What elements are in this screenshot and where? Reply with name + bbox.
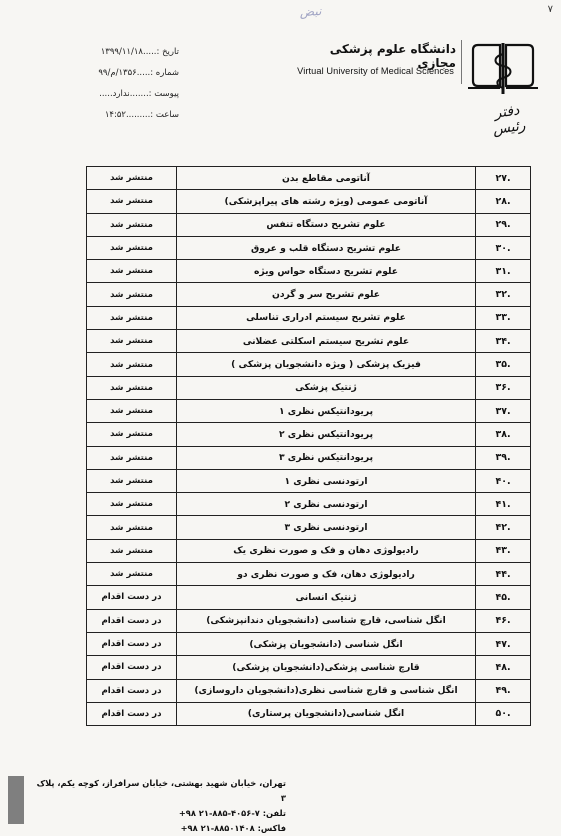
row-num: .۴۵ (476, 586, 531, 609)
row-status: منتشر شد (87, 330, 177, 353)
row-num: .۳۲ (476, 283, 531, 306)
row-status: منتشر شد (87, 446, 177, 469)
row-status: منتشر شد (87, 493, 177, 516)
row-num: .۳۷ (476, 399, 531, 422)
row-num: .۴۴ (476, 563, 531, 586)
row-title: ارتودنسی نظری ۳ (177, 516, 476, 539)
row-title: انگل شناسی(دانشجویان پرستاری) (177, 702, 476, 725)
row-num: .۴۳ (476, 539, 531, 562)
received-stamp: نبض (299, 3, 322, 20)
row-num: .۳۰ (476, 236, 531, 259)
row-title: رادیولوژی دهان، فک و صورت نظری دو (177, 563, 476, 586)
meta-number: شماره :.....۱۳۵۶/م/۹۹ (98, 68, 179, 78)
row-num: .۳۹ (476, 446, 531, 469)
table-row (87, 586, 531, 609)
row-title: علوم تشریح سر و گردن (177, 283, 476, 306)
table-row (87, 213, 531, 236)
table-row (87, 656, 531, 679)
row-title: پریودانتیکس نظری ۳ (177, 446, 476, 469)
row-status: منتشر شد (87, 236, 177, 259)
row-status: منتشر شد (87, 469, 177, 492)
row-status: در دست اقدام (87, 679, 177, 702)
university-logo-icon (467, 42, 539, 97)
row-title: انگل شناسی و قارچ شناسی نظری(دانشجویان داروسازی) (177, 679, 476, 702)
table-row (87, 423, 531, 446)
row-status: منتشر شد (87, 516, 177, 539)
row-status: منتشر شد (87, 423, 177, 446)
row-num: .۴۰ (476, 469, 531, 492)
row-title: علوم تشریح سیستم اسکلتی عضلانی (177, 330, 476, 353)
row-status: منتشر شد (87, 306, 177, 329)
row-status: در دست اقدام (87, 609, 177, 632)
row-title: ارتودنسی نظری ۲ (177, 493, 476, 516)
table-row (87, 493, 531, 516)
row-status: منتشر شد (87, 213, 177, 236)
row-num: .۳۴ (476, 330, 531, 353)
row-status: منتشر شد (87, 283, 177, 306)
header-divider (461, 40, 462, 84)
table-row (87, 283, 531, 306)
footer-fax: فاکس: ۸۸۵۰۱۴۰۸-۲۱ ۹۸+ (180, 823, 286, 833)
meta-attachment: پیوست :.......ندارد..... (99, 89, 179, 99)
row-title: انگل شناسی، قارچ شناسی (دانشجویان دندانپزشکی) (177, 609, 476, 632)
row-status: منتشر شد (87, 563, 177, 586)
row-num: .۴۲ (476, 516, 531, 539)
row-title: انگل شناسی (دانشجویان پزشکی) (177, 632, 476, 655)
office-signature: دفتر رئیس (491, 102, 527, 139)
table-row (87, 306, 531, 329)
table-row (87, 609, 531, 632)
table-row (87, 563, 531, 586)
letter-meta (44, 42, 179, 126)
row-title: علوم تشریح دستگاه تنفس (177, 213, 476, 236)
university-name-en: Virtual University of Medical Sciences (297, 66, 454, 76)
row-status: در دست اقدام (87, 632, 177, 655)
row-title: ژنتیک پزشکی (177, 376, 476, 399)
row-status: منتشر شد (87, 190, 177, 213)
row-status: منتشر شد (87, 539, 177, 562)
table-row (87, 167, 531, 190)
meta-time: ساعت :.........۱۴:۵۲ (104, 110, 179, 120)
row-status: منتشر شد (87, 167, 177, 190)
contact-footer (30, 776, 286, 836)
row-num: .۳۵ (476, 353, 531, 376)
row-title: علوم تشریح دستگاه قلب و عروق (177, 236, 476, 259)
row-title: پریودانتیکس نظری ۲ (177, 423, 476, 446)
courses-table (86, 166, 531, 726)
row-title: قارچ شناسی پزشکی(دانشجویان پزشکی) (177, 656, 476, 679)
row-num: .۴۱ (476, 493, 531, 516)
row-title: آناتومی مقاطع بدن (177, 167, 476, 190)
row-num: .۲۷ (476, 167, 531, 190)
table-row (87, 446, 531, 469)
university-name-fa: دانشگاه علوم پزشکی مجازی (329, 42, 456, 70)
row-num: .۵۰ (476, 702, 531, 725)
row-title: ارتودنسی نظری ۱ (177, 469, 476, 492)
table-row (87, 399, 531, 422)
table-row (87, 679, 531, 702)
table-row (87, 702, 531, 725)
row-title: رادیولوژی دهان و فک و صورت نظری یک (177, 539, 476, 562)
row-title: علوم تشریح سیستم ادراری تناسلی (177, 306, 476, 329)
row-num: .۴۶ (476, 609, 531, 632)
row-num: .۴۹ (476, 679, 531, 702)
row-status: در دست اقدام (87, 702, 177, 725)
footer-bar (8, 776, 24, 824)
table-row (87, 260, 531, 283)
row-status: در دست اقدام (87, 656, 177, 679)
table-row (87, 376, 531, 399)
corner-mark: ٧ (547, 4, 553, 15)
row-title: پریودانتیکس نظری ۱ (177, 399, 476, 422)
row-title: ژنتیک انسانی (177, 586, 476, 609)
row-num: .۴۸ (476, 656, 531, 679)
table-row (87, 469, 531, 492)
row-num: .۲۹ (476, 213, 531, 236)
table-row (87, 516, 531, 539)
row-num: .۳۸ (476, 423, 531, 446)
row-title: علوم تشریح دستگاه حواس ویژه (177, 260, 476, 283)
row-num: .۳۶ (476, 376, 531, 399)
row-num: .۳۱ (476, 260, 531, 283)
row-status: منتشر شد (87, 376, 177, 399)
footer-address: تهران، خیابان شهید بهشتی، خیابان سرافراز، کوچه یکم، پلاک ۳ (36, 778, 286, 803)
row-title: فیزیک پزشکی ( ویژه دانشجویان پزشکی ) (177, 353, 476, 376)
row-num: .۴۷ (476, 632, 531, 655)
row-num: .۳۳ (476, 306, 531, 329)
footer-phone: تلفن: ۷-۴۰۵۶-۸۸۵-۲۱ ۹۸+ (178, 808, 286, 818)
row-num: .۲۸ (476, 190, 531, 213)
row-status: در دست اقدام (87, 586, 177, 609)
table-row (87, 330, 531, 353)
table-row (87, 539, 531, 562)
meta-date: تاریخ :.....۱۳۹۹/۱۱/۱۸ (100, 47, 179, 57)
table-row (87, 236, 531, 259)
row-title: آناتومی عمومی (ویژه رشته های پیراپزشکی) (177, 190, 476, 213)
row-status: منتشر شد (87, 260, 177, 283)
table-row (87, 353, 531, 376)
table-row (87, 190, 531, 213)
row-status: منتشر شد (87, 353, 177, 376)
row-status: منتشر شد (87, 399, 177, 422)
table-row (87, 632, 531, 655)
